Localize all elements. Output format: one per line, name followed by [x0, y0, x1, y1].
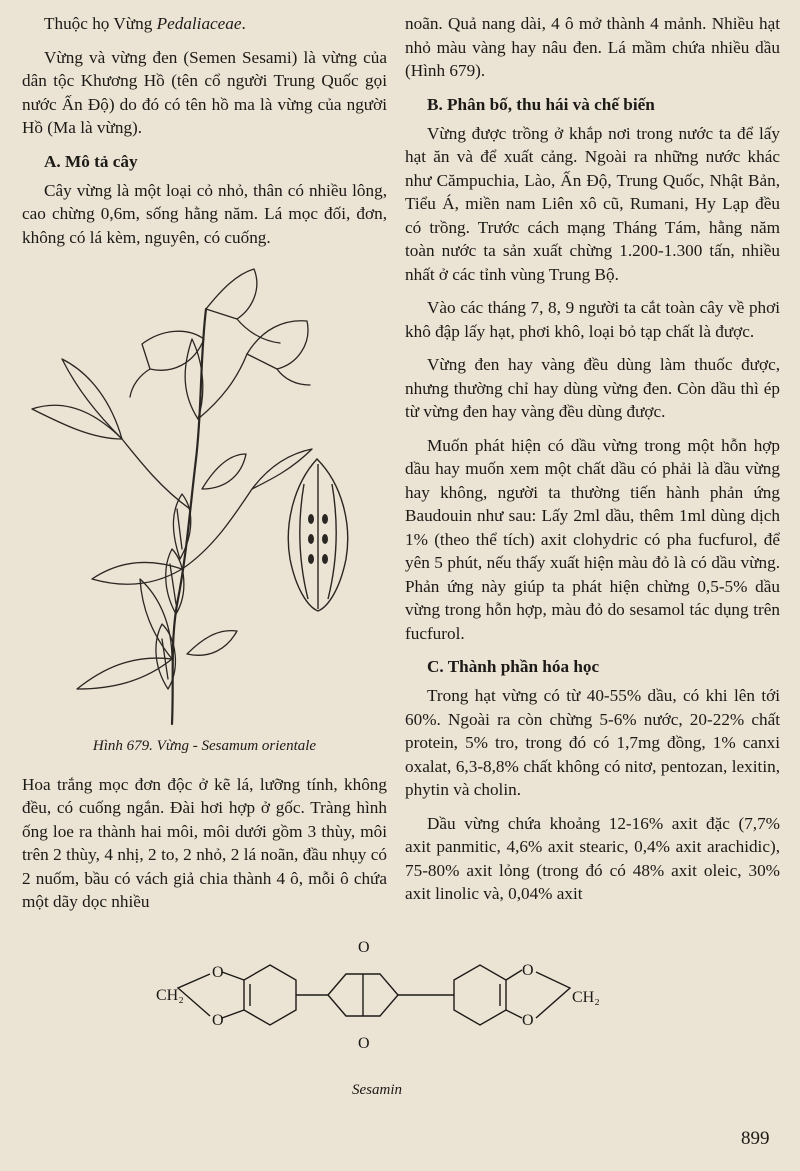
- section-b-heading: B. Phân bố, thu hái và chế biến: [427, 94, 655, 114]
- oxygen-label-furan-top: O: [358, 939, 370, 956]
- page-number: 899: [741, 1128, 770, 1149]
- section-b-paragraph-1: Vừng được trồng ở khắp nơi trong nước ta để lấy hạt ăn và để xuất cảng. Ngoài ra những nước khác như Cămpuchia, Lào, Ấn Độ, Trung Quốc, Nhật Bản, Tiểu Á, miền nam Liên xô cũ, Rumani, Hy Lạp đều có trồng. Trước cách mạng Tháng Tám, hằng năm toàn nước ta sản xuất chừng 1.200-1.300 tấn, nhiều nhất ở các tỉnh vùng Trung Bộ.: [405, 123, 780, 284]
- ch2-label-left: CH₂: [156, 987, 184, 1004]
- sesamin-structure-diagram: [150, 930, 620, 1100]
- ch2-label-right: CH₂: [572, 989, 600, 1006]
- section-a-heading: A. Mô tả cây: [44, 151, 138, 171]
- sesamin-atom-labels: [156, 939, 600, 1052]
- oxygen-label-right-bottom: O: [522, 1012, 534, 1029]
- left-column: [22, 12, 387, 924]
- section-c-paragraph-2: Dầu vừng chứa khoảng 12-16% axit đặc (7,7% axit panmitic, 4,6% axit stearic, 0,4% axit arachidic), 75-80% axit lỏng (trong đó có 48% axit oleic, 30% axit linolic và, 0,04% axit: [405, 813, 780, 903]
- oxygen-label-left-top: O: [212, 964, 224, 981]
- sesamin-bonds: [178, 965, 570, 1025]
- oxygen-label-left-bottom: O: [212, 1012, 224, 1029]
- section-a-paragraph-1: Cây vừng là một loại cỏ nhỏ, thân có nhiều lông, cao chừng 0,6m, sống hằng năm. Lá mọc đối, đơn, không có lá kèm, nguyên, có cuống.: [22, 180, 387, 247]
- section-b-paragraph-2: Vào các tháng 7, 8, 9 người ta cắt toàn cây về phơi khô đập lấy hạt, phơi khô, loại bỏ tạp chất là được.: [405, 298, 780, 341]
- oxygen-label-furan-bottom: O: [358, 1035, 370, 1052]
- right-column: [405, 12, 780, 916]
- oxygen-label-right-top: O: [522, 962, 534, 979]
- sesame-plant-illustration: [22, 259, 387, 729]
- continuation-paragraph: noãn. Quả nang dài, 4 ô mở thành 4 mảnh. Nhiều hạt nhỏ màu vàng hay nâu đen. Lá mầm chứa nhiều dầu (Hình 679).: [405, 14, 780, 80]
- intro-family-paragraph: Thuộc họ Vừng Pedaliaceae.: [44, 14, 246, 33]
- section-b-paragraph-4: Muốn phát hiện có dầu vừng trong một hỗn hợp dầu hay muốn xem một chất dầu có phải là dầu vừng hay không, người ta thường tiến hành phản ứng Baudouin như sau: Lấy 2ml dầu, thêm 1ml dùng dịch 1% (theo thể tích) axit clohydric có pha fucfurol, để yên 5 phút, nếu thấy xuất hiện màu đỏ là có dầu vừng. Phản ứng này giúp ta phát hiện chừng 0,5-5% dầu vừng trong hỗn hợp, màu đỏ do sesamol tác dụng trên fucfurol.: [405, 435, 780, 643]
- sesame-plant-figure: [22, 259, 387, 729]
- section-c-heading: C. Thành phần hóa học: [427, 657, 600, 676]
- section-a-paragraph-2: Hoa trắng mọc đơn độc ở kẽ lá, lưỡng tính, không đều, có cuống ngắn. Đài hơi hợp ở gốc. Tràng hình ống loe ra thành hai môi, môi dưới gồm 3 thùy, môi trên 2 thùy, 4 nhị, 2 to, 2 nhỏ, 2 lá noãn, đầu nhụy có 2 nuốm, bầu có vách giả chia thành 4 ô, mỗi ô chứa một dãy dọc nhiều: [22, 774, 387, 911]
- section-b-paragraph-3: Vừng đen hay vàng đều dùng làm thuốc được, nhưng thường chỉ hay dùng vừng đen. Còn dầu thì ép từ vừng đen hay vàng đều dùng được.: [405, 355, 780, 421]
- sesamin-label: Sesamin: [352, 1082, 402, 1098]
- figure-caption: Hình 679. Vừng - Sesamum orientale: [92, 738, 317, 754]
- intro-name-paragraph: Vừng và vừng đen (Semen Sesami) là vừng của dân tộc Khương Hồ (tên cổ người Trung Quốc gọi nước Ấn Độ) do đó có tên hồ ma là vừng của người Hồ (Ma là vừng).: [22, 47, 387, 137]
- section-c-paragraph-1: Trong hạt vừng có từ 40-55% dầu, có khi lên tới 60%. Ngoài ra còn chừng 5-6% nước, 20-22% chất protein, 5% tro, trong đó có 1,7mg đồng, 1% canxi oxalat, 6,3-8,8% chất không có nitơ, pentozan, lexitin, phytin và cholin.: [405, 686, 780, 799]
